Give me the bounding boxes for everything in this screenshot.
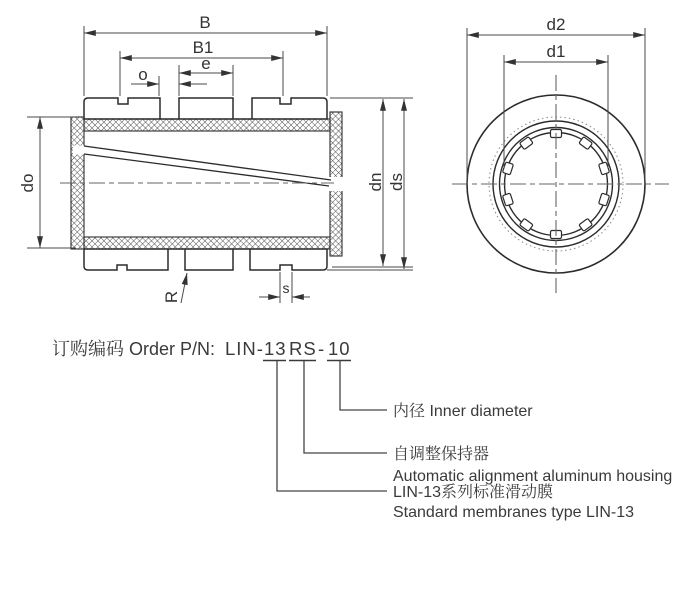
- taper-line-upper: [84, 146, 331, 180]
- cap-slit-right: [329, 177, 344, 191]
- liner-strip-bottom: [84, 237, 330, 249]
- dim-label-e: e: [201, 54, 211, 73]
- pn-prefix: LIN-: [225, 338, 264, 359]
- dim-o: [131, 65, 207, 96]
- callout-series-zh: LIN-13系列标准滑动膜: [393, 484, 554, 501]
- leader-series: [277, 361, 387, 491]
- end-view: [452, 75, 669, 293]
- leader-bore: [340, 361, 387, 410]
- dim-label-dn: dn: [366, 172, 385, 192]
- dim-label-ds: ds: [387, 173, 406, 191]
- leader-housing: [304, 361, 387, 453]
- dim-label-d2: d2: [546, 15, 566, 34]
- dim-R: [162, 273, 187, 303]
- order-code-block: [52, 338, 672, 521]
- callout-housing-en: Automatic alignment aluminum housing: [393, 468, 673, 485]
- section-view: [60, 98, 343, 270]
- callout-housing-zh: 自调整保持器: [393, 446, 490, 463]
- dim-label-B: B: [199, 13, 211, 32]
- callout-series-en: Standard membranes type LIN-13: [393, 504, 635, 521]
- callout-bore: 内径 Inner diameter: [393, 403, 533, 420]
- housing-flange-top: [84, 98, 327, 119]
- cap-slit-left: [73, 146, 86, 155]
- dim-label-R: R: [162, 290, 181, 304]
- dim-label-d1: d1: [546, 42, 566, 61]
- housing-flange-bottom: [84, 249, 327, 270]
- order-pn-label: 订购编码 Order P/N:: [52, 339, 216, 359]
- dim-label-s: s: [282, 280, 290, 296]
- liner-strip-top: [84, 119, 330, 131]
- taper-line-lower: [84, 154, 329, 186]
- pn-housing-code: RS: [289, 338, 317, 359]
- dim-label-do: do: [18, 173, 37, 193]
- dim-s: [259, 272, 310, 303]
- pn-separator: -: [318, 338, 326, 359]
- dim-label-o: o: [138, 65, 148, 84]
- pn-bore: 10: [328, 338, 351, 359]
- pn-size: 13: [264, 338, 287, 359]
- dim-label-B1: B1: [192, 38, 214, 57]
- dim-e: [179, 54, 233, 96]
